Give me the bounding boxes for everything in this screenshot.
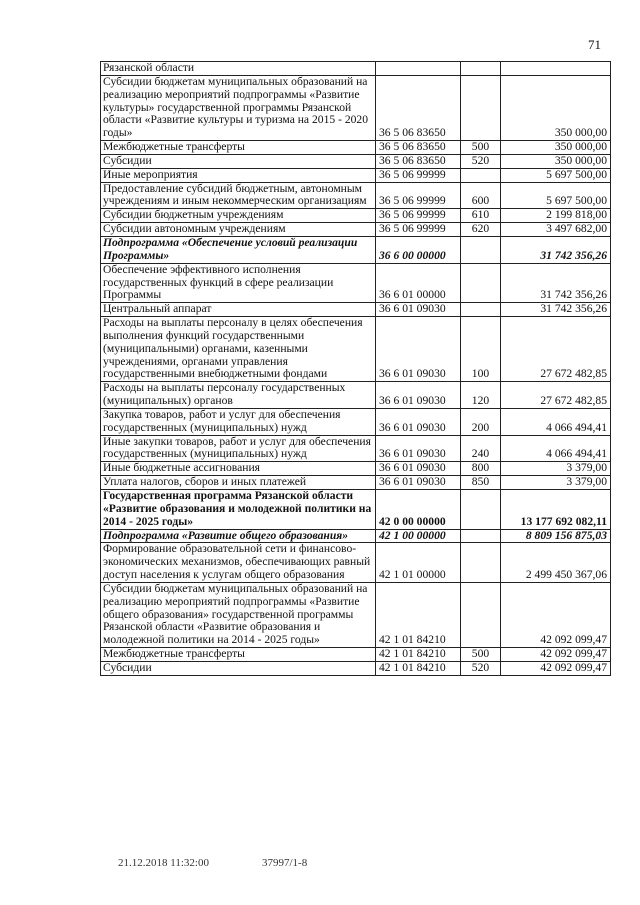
row-name-cell: Обеспечение эффективного исполнения государственных функций в сфере реализации Программы: [101, 263, 376, 303]
row-type-cell: 240: [461, 435, 501, 462]
table-row: [101, 62, 611, 76]
row-name-cell: Иные закупки товаров, работ и услуг для обеспечения государственных (муниципальных) нужд: [101, 435, 376, 462]
row-code-cell: 36 6 01 09030: [376, 435, 461, 462]
table-row: [101, 154, 611, 168]
row-name-cell: Подпрограмма «Развитие общего образования»: [101, 529, 376, 543]
row-code-cell: 42 1 00 00000: [376, 529, 461, 543]
row-amount-cell: [501, 62, 611, 76]
row-amount-cell: 27 672 482,85: [501, 382, 611, 409]
table-row: [101, 435, 611, 462]
row-name-cell: Субсидии бюджетам муниципальных образований на реализацию мероприятий подпрограммы «Развитие общего образования» государственной программы Рязанской области «Развитие образования и молодежной политики на 2014 - 2025 годы»: [101, 582, 376, 647]
row-type-cell: [461, 236, 501, 263]
table-row: [101, 382, 611, 409]
row-amount-cell: 42 092 099,47: [501, 648, 611, 662]
row-code-cell: 36 5 06 99999: [376, 223, 461, 237]
row-type-cell: [461, 75, 501, 140]
table-row: [101, 168, 611, 182]
table-row: [101, 490, 611, 530]
row-code-cell: 36 6 01 09030: [376, 476, 461, 490]
table-row: [101, 648, 611, 662]
table-row: [101, 543, 611, 583]
row-code-cell: 36 5 06 99999: [376, 182, 461, 209]
row-code-cell: 36 5 06 83650: [376, 75, 461, 140]
row-amount-cell: 31 742 356,26: [501, 263, 611, 303]
row-type-cell: [461, 543, 501, 583]
row-type-cell: 800: [461, 462, 501, 476]
row-name-cell: Закупка товаров, работ и услуг для обеспечения государственных (муниципальных) нужд: [101, 408, 376, 435]
row-code-cell: 36 6 01 09030: [376, 303, 461, 317]
row-code-cell: 36 5 06 83650: [376, 141, 461, 155]
row-amount-cell: 5 697 500,00: [501, 168, 611, 182]
footer-datetime: 21.12.2018 11:32:00: [118, 857, 209, 869]
row-type-cell: [461, 168, 501, 182]
row-code-cell: 36 5 06 83650: [376, 154, 461, 168]
table-row: [101, 317, 611, 382]
row-type-cell: [461, 62, 501, 76]
row-type-cell: [461, 303, 501, 317]
row-amount-cell: 31 742 356,26: [501, 303, 611, 317]
row-code-cell: 36 6 01 09030: [376, 408, 461, 435]
row-amount-cell: 13 177 692 082,11: [501, 490, 611, 530]
row-amount-cell: 27 672 482,85: [501, 317, 611, 382]
row-code-cell: 36 6 00 00000: [376, 236, 461, 263]
row-name-cell: Межбюджетные трансферты: [101, 648, 376, 662]
row-code-cell: 42 1 01 84210: [376, 661, 461, 675]
row-code-cell: 42 1 01 84210: [376, 648, 461, 662]
row-amount-cell: 2 199 818,00: [501, 209, 611, 223]
table-row: [101, 236, 611, 263]
row-amount-cell: 3 379,00: [501, 462, 611, 476]
row-name-cell: Расходы на выплаты персоналу в целях обеспечения выполнения функций государственными (муниципальными) органами, казенными учреждениями, органами управления государственными внебюджетными фондами: [101, 317, 376, 382]
row-name-cell: Субсидии бюджетным учреждениям: [101, 209, 376, 223]
row-type-cell: 200: [461, 408, 501, 435]
row-type-cell: 520: [461, 661, 501, 675]
row-type-cell: 520: [461, 154, 501, 168]
footer-doc-code: 37997/1-8: [262, 857, 308, 869]
row-code-cell: 36 6 01 09030: [376, 317, 461, 382]
table-row: [101, 476, 611, 490]
row-amount-cell: 350 000,00: [501, 154, 611, 168]
row-code-cell: 36 6 01 09030: [376, 462, 461, 476]
row-code-cell: 36 6 01 09030: [376, 382, 461, 409]
row-name-cell: Центральный аппарат: [101, 303, 376, 317]
row-amount-cell: 5 697 500,00: [501, 182, 611, 209]
row-amount-cell: 3 497 682,00: [501, 223, 611, 237]
row-name-cell: Иные бюджетные ассигнования: [101, 462, 376, 476]
row-amount-cell: 42 092 099,47: [501, 582, 611, 647]
row-name-cell: Формирование образовательной сети и финансово-экономических механизмов, обеспечивающих равный доступ населения к услугам общего образования: [101, 543, 376, 583]
table-row: [101, 75, 611, 140]
row-code-cell: 42 1 01 00000: [376, 543, 461, 583]
row-amount-cell: 3 379,00: [501, 476, 611, 490]
row-type-cell: [461, 529, 501, 543]
row-type-cell: 600: [461, 182, 501, 209]
row-amount-cell: 350 000,00: [501, 141, 611, 155]
table-row: [101, 462, 611, 476]
row-amount-cell: 2 499 450 367,06: [501, 543, 611, 583]
row-type-cell: 100: [461, 317, 501, 382]
row-name-cell: Рязанской области: [101, 62, 376, 76]
row-type-cell: 500: [461, 141, 501, 155]
row-type-cell: 610: [461, 209, 501, 223]
row-code-cell: 36 5 06 99999: [376, 168, 461, 182]
table-row: [101, 223, 611, 237]
table-row: [101, 582, 611, 647]
row-name-cell: Уплата налогов, сборов и иных платежей: [101, 476, 376, 490]
row-amount-cell: 8 809 156 875,03: [501, 529, 611, 543]
row-type-cell: 120: [461, 382, 501, 409]
row-name-cell: Предоставление субсидий бюджетным, автономным учреждениям и иным некоммерческим организациям: [101, 182, 376, 209]
row-type-cell: 850: [461, 476, 501, 490]
row-code-cell: 42 1 01 84210: [376, 582, 461, 647]
row-amount-cell: 4 066 494,41: [501, 435, 611, 462]
row-name-cell: Субсидии бюджетам муниципальных образований на реализацию мероприятий подпрограммы «Развитие культуры» государственной программы Рязанской области «Развитие культуры и туризма на 2015 - 2020 годы»: [101, 75, 376, 140]
row-code-cell: 36 6 01 00000: [376, 263, 461, 303]
table-row: [101, 408, 611, 435]
row-type-cell: [461, 582, 501, 647]
row-name-cell: Субсидии: [101, 661, 376, 675]
table-row: [101, 303, 611, 317]
table-row: [101, 529, 611, 543]
row-amount-cell: 31 742 356,26: [501, 236, 611, 263]
row-name-cell: Субсидии: [101, 154, 376, 168]
page-number: 71: [588, 37, 601, 52]
table-row: [101, 141, 611, 155]
row-type-cell: 500: [461, 648, 501, 662]
row-code-cell: 36 5 06 99999: [376, 209, 461, 223]
table-row: [101, 263, 611, 303]
row-name-cell: Иные мероприятия: [101, 168, 376, 182]
row-code-cell: 42 0 00 00000: [376, 490, 461, 530]
row-type-cell: 620: [461, 223, 501, 237]
budget-table: [100, 61, 611, 676]
row-amount-cell: 4 066 494,41: [501, 408, 611, 435]
table-row: [101, 661, 611, 675]
row-amount-cell: 350 000,00: [501, 75, 611, 140]
row-name-cell: Расходы на выплаты персоналу государственных (муниципальных) органов: [101, 382, 376, 409]
table-row: [101, 209, 611, 223]
row-name-cell: Межбюджетные трансферты: [101, 141, 376, 155]
row-code-cell: [376, 62, 461, 76]
row-amount-cell: 42 092 099,47: [501, 661, 611, 675]
row-type-cell: [461, 263, 501, 303]
row-name-cell: Субсидии автономным учреждениям: [101, 223, 376, 237]
table-row: [101, 182, 611, 209]
row-name-cell: Подпрограмма «Обеспечение условий реализации Программы»: [101, 236, 376, 263]
row-type-cell: [461, 490, 501, 530]
row-name-cell: Государственная программа Рязанской области «Развитие образования и молодежной политики на 2014 - 2025 годы»: [101, 490, 376, 530]
